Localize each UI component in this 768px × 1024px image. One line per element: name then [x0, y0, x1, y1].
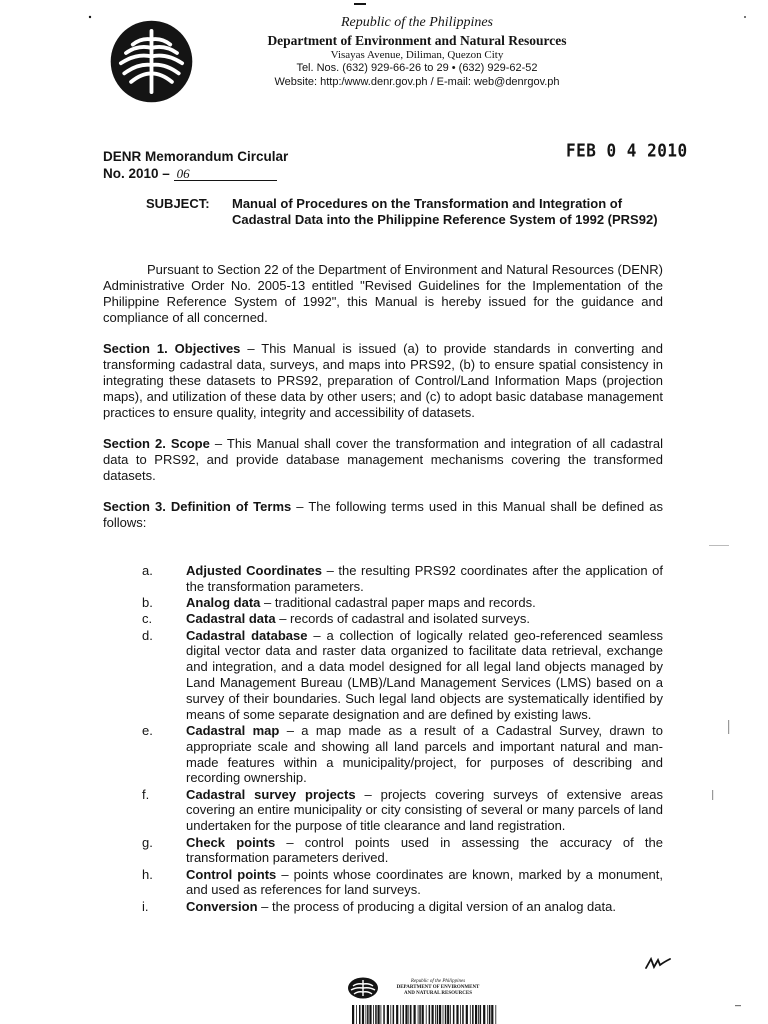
definition-text: – the resulting PRS92 coordinates after the application of the transformation parameters. — [186, 563, 663, 594]
memo-number-handwritten: 06 — [174, 167, 277, 181]
section-3-text: – The following terms used in this Manual shall be defined as follows: — [103, 499, 663, 530]
definition-text: – records of cadastral and isolated surveys. — [275, 611, 530, 627]
definition-letter: c. — [142, 611, 153, 627]
definition-term: Adjusted Coordinates — [186, 563, 323, 578]
letterhead-department: Department of Environment and Natural Resources — [267, 33, 567, 48]
footer-stamp-line3: AND NATURAL RESOURCES — [404, 991, 472, 996]
letterhead-address: Visayas Avenue, Diliman, Quezon City — [330, 49, 504, 61]
definition-term: Analog data — [186, 595, 261, 611]
definition-letter: a. — [142, 563, 153, 578]
definition-letter: e. — [142, 722, 153, 738]
definition-letter: b. — [142, 595, 153, 611]
definition-text: – projects covering surveys of extensive areas covering an entire municipality or city consisting of several or many parcels of land undertaken for the purpose of title clearance and land registration. — [186, 786, 663, 834]
intro-paragraph: Pursuant to Section 22 of the Department of Environment and Natural Resources (DENR) Administrative Order No. 2005-13 entitled "Revised Guidelines for the Implementation of the Philippine Reference System of 1992", this Manual is hereby issued for the guidance and compliance of all concerned. — [103, 262, 663, 325]
section-1-heading: Section 1. Objectives — [103, 341, 241, 356]
definition-text: – the process of producing a digital version of an analog data. — [257, 898, 616, 914]
footer-stamp-line2: DEPARTMENT OF ENVIRONMENT — [396, 985, 480, 990]
definition-term: Cadastral database — [186, 627, 308, 643]
definition-text: – points whose coordinates are known, marked by a monument, and used as references for land surveys. — [186, 866, 663, 898]
definition-letter: f. — [142, 786, 150, 802]
definition-term: Check points — [186, 834, 276, 850]
section-3-heading: Section 3. Definition of Terms — [103, 499, 292, 514]
definition-text: – a collection of logically related geo-referenced seamless digital vector data and raster data organized to facilitate data retrieval, exchange and integration, and a data model designed for all legal land objects managed by Land Management Bureau (LMB)/Land Management Services (LMS) based on a survey of their boundaries. Such legal land objects are systematically identified by means of some separate designation and are defined by existing laws. — [186, 627, 663, 722]
letterhead-telephone: Tel. Nos. (632) 929-66-26 to 29 • (632) 929-62-52 — [296, 62, 538, 74]
definition-text: – traditional cadastral paper maps and records. — [260, 595, 536, 611]
definition-term: Cadastral survey projects — [186, 786, 356, 802]
definition-text: – control points used in assessing the accuracy of the transformation parameters derived. — [186, 834, 663, 866]
subject-text: Manual of Procedures on the Transformation and Integration of Cadastral Data into the Philippine Reference System of 1992 (PRS92) — [232, 196, 658, 227]
footer-stamp-line1: Republic of the Philippines — [410, 979, 466, 984]
definition-term: Cadastral map — [186, 722, 280, 738]
definition-letter: d. — [142, 627, 153, 643]
letterhead-website: Website: http:/www.denr.gov.ph / E-mail: web@denrgov.ph — [274, 75, 560, 88]
section-2-heading: Section 2. Scope — [103, 436, 210, 451]
definition-text: – a map made as a result of a Cadastral Survey, drawn to appropriate scale and showing all land parcels and important natural and man-made features within a municipality/project, for purposes of describing and recording ownership. — [186, 722, 663, 786]
date-stamp: FEB 0 4 2010 — [566, 139, 688, 162]
memo-title: DENR Memorandum Circular — [103, 149, 289, 164]
definition-term: Control points — [186, 866, 277, 882]
definition-letter: h. — [142, 866, 153, 882]
definition-term: Conversion — [186, 898, 258, 914]
section-2-text: – This Manual shall cover the transformation and integration of all cadastral data to PRS92, and provide database management mechanisms covering the transformed datasets. — [103, 436, 663, 483]
definition-letter: g. — [142, 834, 153, 850]
definition-letter: i. — [142, 898, 149, 914]
subject-label: SUBJECT: — [146, 196, 210, 211]
section-1-text: – This Manual is issued (a) to provide standards in converting and transforming cadastral data, surveys, and maps into PRS92, (b) to ensure spatial consistency in integrating these datasets to PRS92, preparation of Control/Land Information Maps (projection maps), and utilization of these data by other users; and (c) to adopt basic database management practices to ensure quality, integrity and accessibility of datasets. — [103, 341, 663, 420]
definition-term: Cadastral data — [186, 611, 276, 627]
letterhead-republic: Republic of the Philippines — [340, 15, 494, 30]
memo-number-prefix: No. 2010 – — [103, 166, 170, 181]
